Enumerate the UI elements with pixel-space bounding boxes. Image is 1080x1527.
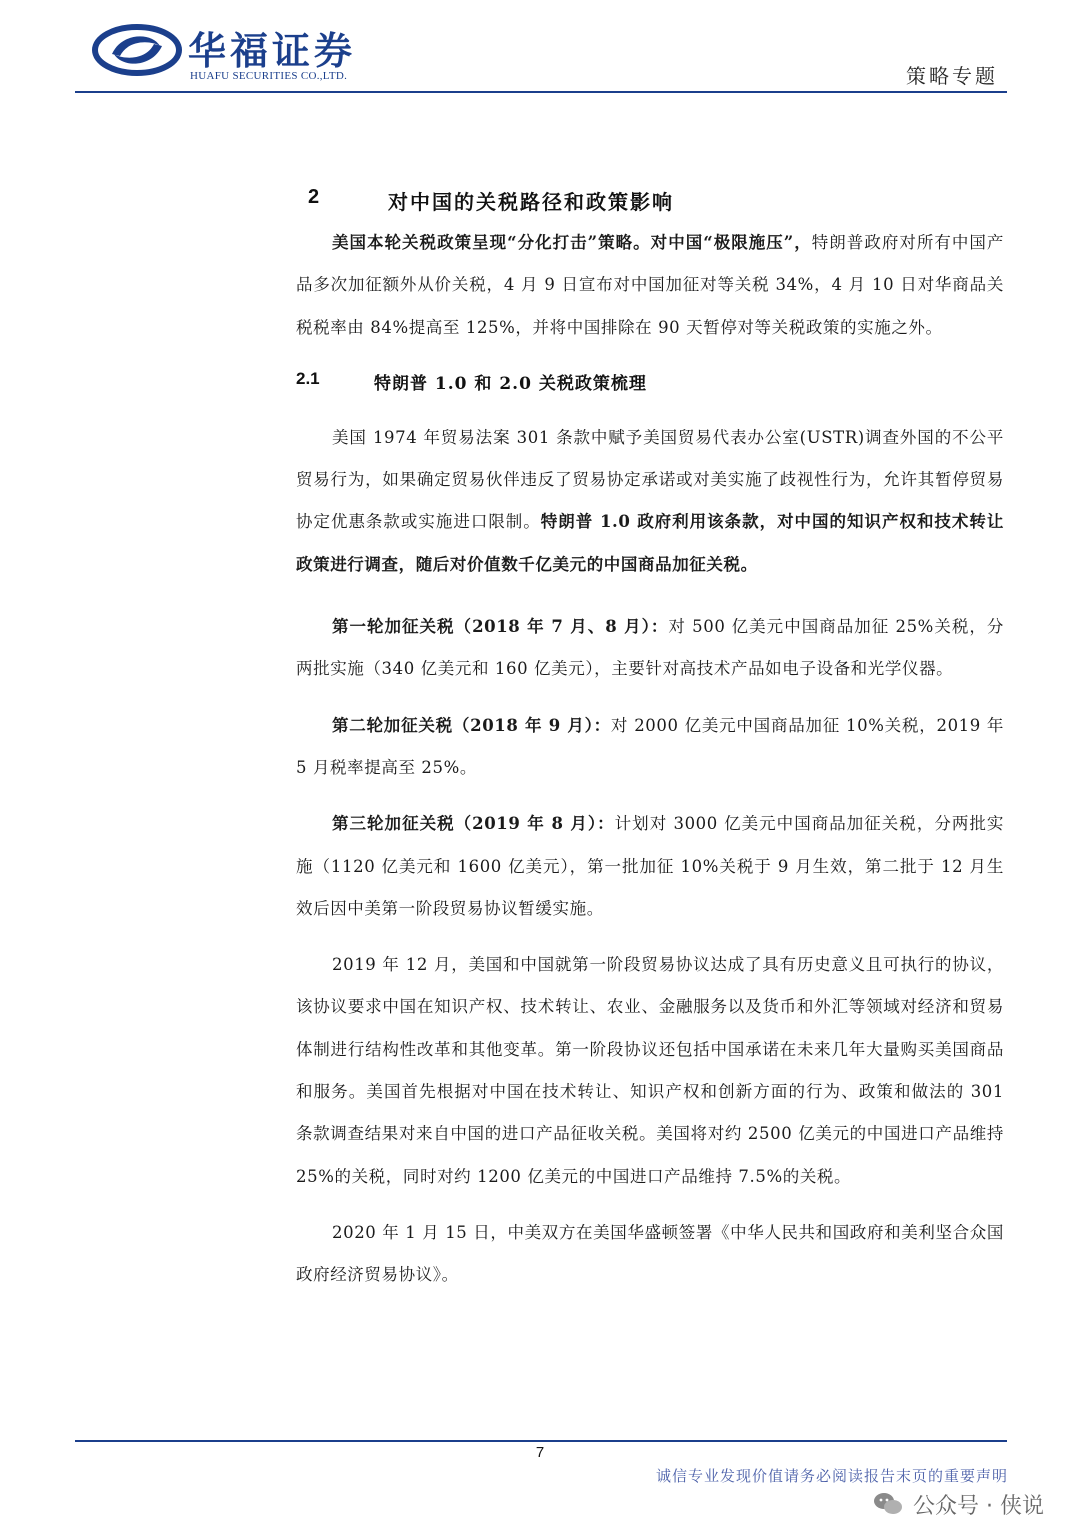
intro-bold-text: 美国本轮关税政策呈现“分化打击”策略。对中国“极限施压”，: [332, 233, 812, 252]
watermark-text: 公众号 · 侠说: [913, 1493, 1044, 1519]
subsection-number: 2.1: [296, 368, 320, 388]
spacer: [296, 789, 1004, 803]
paragraph-301: [296, 417, 1004, 586]
section-tag: 策略专题: [906, 64, 998, 88]
page-number: 7: [535, 1444, 545, 1461]
footer-divider: [75, 1440, 1007, 1442]
paragraph-2019: 2019 年 12 月，美国和中国就第一阶段贸易协议达成了具有历史意义且可执行的协议，该协议要求中国在知识产权、技术转让、农业、金融服务以及货币和外汇等领域对经济和贸易体制进行结构性改革和其他变革。第一阶段协议还包括中国承诺在未来几年大量购买美国商品和服务。美国首先根据对中国在技术转让、知识产权和创新方面的行为、政策和做法的 301 条款调查结果对来自中国的进口产品征收关税。美国将对约 2500 亿美元的中国进口产品维持 25%的关税，同时对约 1200 亿美元的中国进口产品维持 7.5%的关税。: [296, 955, 1004, 1186]
spacer: [296, 586, 1004, 606]
round1-text: 对 500 亿美元中国商品加征 25%关税，分两批实施（340 亿美元和 160 亿美元），主要针对高技术产品如电子设备和光学仪器。: [296, 617, 1004, 679]
paragraph-2020: 2020 年 1 月 15 日，中美双方在美国华盛顿签署《中华人民共和国政府和美利坚合众国政府经济贸易协议》。: [296, 1222, 1004, 1285]
spacer: [296, 691, 1004, 705]
intro-paragraph: [296, 222, 1004, 349]
spacer: [296, 403, 1004, 417]
brand-name-en: HUAFU SECURITIES CO.,LTD.: [190, 70, 348, 82]
round2-label: 第二轮加征关税（2018 年 9 月）：: [332, 715, 611, 735]
header-divider: [75, 91, 1007, 93]
paragraph-301-bold: 特朗普 1.0 政府利用该条款，对中国的知识产权和技术转让政策进行调查，随后对价值数千亿美元的中国商品加征关税。: [296, 512, 1004, 574]
section-heading: [296, 178, 1004, 222]
round1-label: 第一轮加征关税（2018 年 7 月、8 月）：: [332, 617, 669, 637]
subsection-heading: [296, 359, 1004, 403]
section-number: 2: [308, 186, 320, 208]
round3-text: 计划对 3000 亿美元中国商品加征关税，分两批实施（1120 亿美元和 1600 亿美元），第一批加征 10%关税于 9 月生效，第二批于 12 月生效后因中美第一阶段贸易协议暂缓实施。: [296, 814, 1004, 918]
document-body: [296, 178, 1004, 1297]
round3-paragraph: [296, 803, 1004, 930]
section-title: 对中国的关税路径和政策影响: [388, 190, 674, 214]
round1-paragraph: [296, 606, 1004, 691]
subsection-title: 特朗普 1.0 和 2.0 关税政策梳理: [374, 373, 647, 394]
intro-text: 特朗普政府对所有中国产品多次加征额外从价关税，4 月 9 日宣布对中国加征对等关税 34%，4 月 10 日对华商品关税税率由 84%提高至 125%，并将中国排除在 90 天暂停对等关税政策的实施之外。: [296, 233, 1004, 337]
page-header: [0, 0, 1080, 100]
spacer: [296, 930, 1004, 944]
spacer: [296, 1198, 1004, 1212]
disclaimer-note: 诚信专业发现价值请务必阅读报告末页的重要声明: [655, 1467, 1008, 1485]
wechat-icon: [873, 1491, 903, 1517]
round2-paragraph: [296, 705, 1004, 790]
round3-label: 第三轮加征关税（2019 年 8 月）：: [332, 814, 615, 834]
huafu-logo-icon: [92, 24, 182, 76]
paragraph-301-text: 美国 1974 年贸易法案 301 条款中赋予美国贸易代表办公室(USTR)调查外国的不公平贸易行为，如果确定贸易伙伴违反了贸易协定承诺或对美实施了歧视性行为，允许其暂停贸易协定优惠条款或实施进口限制。: [296, 427, 1004, 532]
watermark: [873, 1486, 1044, 1522]
round2-text: 对 2000 亿美元中国商品加征 10%关税，2019 年 5 月税率提高至 25%。: [296, 715, 1004, 777]
brand-name-cn: 华福证券: [188, 29, 357, 73]
